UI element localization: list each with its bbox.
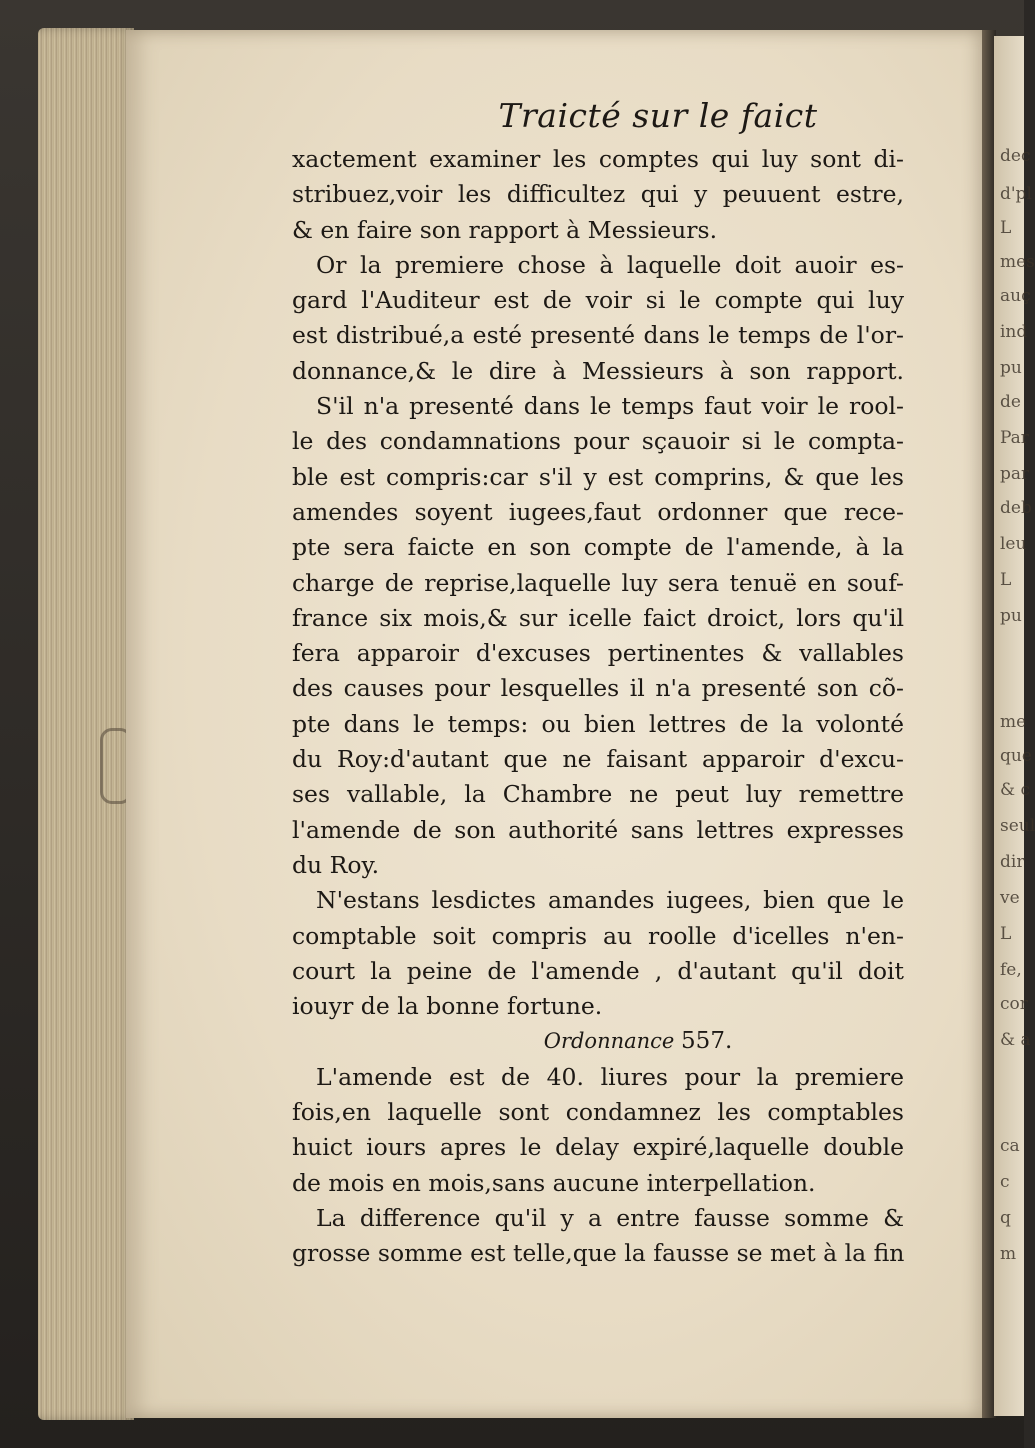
text-line: du Roy:d'autant que ne faisant apparoir d'excu- — [292, 745, 904, 774]
text-line: N'estans lesdictes amandes iugees, bien que le — [316, 886, 904, 915]
facing-fragment: auç — [1000, 286, 1031, 306]
facing-fragment: dir — [1000, 852, 1025, 872]
facing-page-edge — [994, 36, 1035, 1416]
text-line: L'amende est de 40. liures pour la premiere — [316, 1062, 904, 1091]
book-fore-edge — [38, 28, 134, 1420]
facing-fragment: deb — [1000, 498, 1032, 518]
facing-fragment: m — [1000, 1244, 1017, 1264]
facing-fragment: & c — [1000, 780, 1031, 800]
text-line: pte dans le temps: ou bien lettres de la volonté — [292, 709, 904, 738]
facing-fragment: d'pl — [1000, 184, 1032, 204]
facing-fragment: mes — [1000, 252, 1035, 272]
ordonnance-label: Ordonnance — [543, 1029, 675, 1054]
facing-fragment: seul — [1000, 816, 1035, 836]
text-line: l'amende de son authorité sans lettres expresses — [292, 815, 904, 844]
ordonnance-heading — [292, 1024, 904, 1059]
facing-fragment: Par — [1000, 428, 1029, 448]
text-line: court la peine de l'amende , d'autant qu'il doit — [292, 956, 904, 985]
text-line: xactement examiner les comptes qui luy sont di- — [292, 145, 904, 173]
text-line: du Roy. — [292, 850, 380, 879]
text-line: amendes soyent iugees,faut ordonner que rece- — [292, 497, 904, 526]
ordonnance-number: 557. — [681, 1028, 733, 1055]
text-line: & en faire son rapport à Messieurs. — [292, 215, 718, 244]
text-line: stribuez,voir les difficultez qui y peuuent estre, — [292, 180, 904, 209]
text-line: de mois en mois,sans aucune interpellation. — [292, 1168, 816, 1197]
facing-fragment: L — [1000, 570, 1012, 590]
facing-fragment: c — [1000, 1172, 1010, 1192]
facing-fragment: que — [1000, 746, 1032, 766]
facing-fragment: dec — [1000, 146, 1031, 166]
facing-fragment: L — [1000, 218, 1012, 238]
text-line: fera apparoir d'excuses pertinentes & vallables — [292, 639, 904, 668]
facing-fragment: fe, — [1000, 960, 1022, 980]
text-line: charge de reprise,laquelle luy sera tenuë en souf- — [292, 568, 904, 597]
facing-fragment: de — [1000, 392, 1021, 412]
text-line: france six mois,& sur icelle faict droict, lors qu'il — [292, 603, 904, 632]
text-line: fois,en laquelle sont condamnez les comptables — [292, 1098, 904, 1127]
text-line: ses vallable, la Chambre ne peut luy remettre — [292, 780, 904, 809]
text-line: Or la premiere chose à laquelle doit auoir es- — [316, 250, 904, 279]
text-line: La difference qu'il y a entre fausse somme & — [316, 1203, 904, 1232]
page-text-block — [292, 92, 904, 1272]
text-line: est distribué,a esté presenté dans le temps de l'or- — [292, 321, 904, 350]
facing-fragment: q — [1000, 1208, 1011, 1228]
text-line: ble est compris:car s'il y est comprins, & que les — [292, 462, 904, 491]
facing-fragment: L — [1000, 924, 1012, 944]
facing-fragment: & a — [1000, 1030, 1031, 1050]
facing-fragment: par — [1000, 464, 1030, 484]
text-line: le des condamnations pour sçauoir si le compta- — [292, 427, 904, 456]
text-line: gard l'Auditeur est de voir si le compte qui luy — [292, 286, 904, 315]
facing-fragment: leu — [1000, 534, 1027, 554]
text-line: S'il n'a presenté dans le temps faut voir le rool- — [316, 392, 904, 421]
text-line: iouyr de la bonne fortune. — [292, 992, 603, 1021]
text-line: donnance,& le dire à Messieurs à son rapport. — [292, 356, 904, 385]
text-line: grosse somme est telle,que la fausse se met à la fin — [292, 1239, 905, 1268]
facing-fragment: ve — [1000, 888, 1020, 908]
facing-fragment: pu — [1000, 358, 1022, 378]
facing-fragment: me — [1000, 712, 1027, 732]
text-line: des causes pour lesquelles il n'a presenté son cõ- — [292, 674, 904, 703]
facing-fragment: ind — [1000, 322, 1028, 342]
facing-fragment: cor — [1000, 994, 1028, 1014]
text-line: comptable soit compris au roolle d'icelles n'en- — [292, 921, 904, 950]
facing-fragment: ca — [1000, 1136, 1020, 1156]
text-line: pte sera faicte en son compte de l'amende, à la — [292, 533, 904, 562]
running-head: Traicté sur le faict — [498, 96, 818, 135]
facing-fragment: pu — [1000, 606, 1022, 626]
text-line: huict iours apres le delay expiré,laquelle double — [292, 1133, 904, 1162]
